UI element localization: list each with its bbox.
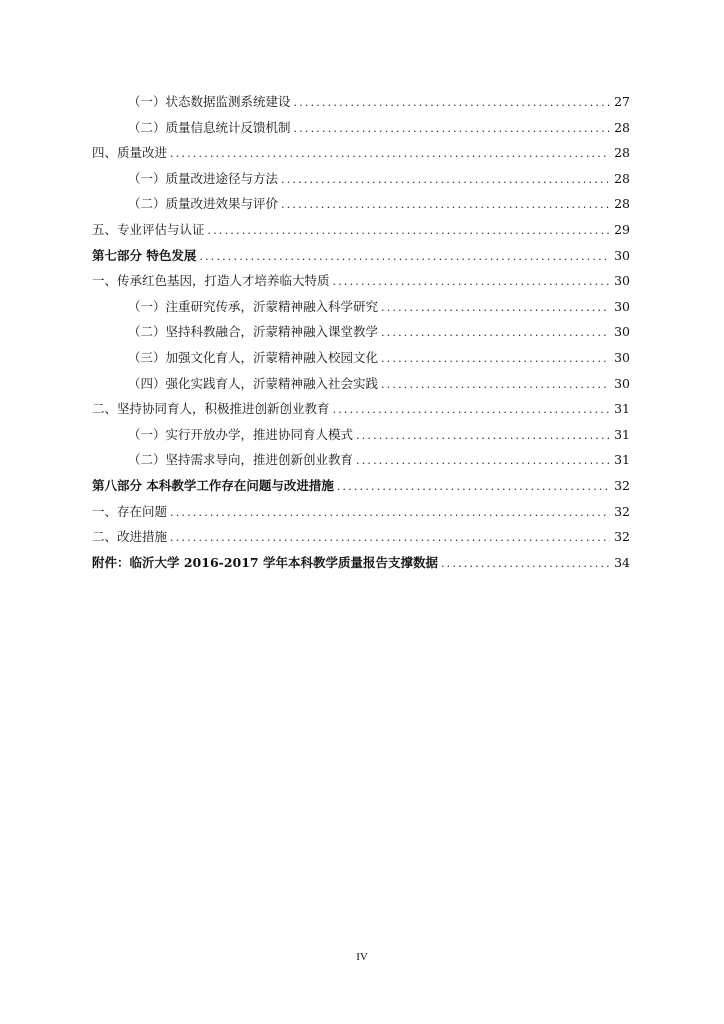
toc-entry-page: 30 [614, 247, 630, 263]
toc-entry-page: 31 [614, 401, 630, 417]
toc-entry-page: 31 [614, 426, 630, 442]
toc-entry-page: 27 [614, 94, 630, 109]
toc-entry[interactable] [92, 169, 630, 195]
toc-entry[interactable] [92, 143, 630, 169]
toc-entry-title: 一、传承红色基因，打造人才培养临大特质 [92, 273, 330, 289]
toc-leader-dots [294, 96, 610, 109]
toc-entry-title: 第八部分 本科教学工作存在问题与改进措施 [92, 477, 334, 493]
toc-entry-page: 32 [614, 477, 630, 493]
toc-entry-title: （三）加强文化育人，沂蒙精神融入校园文化 [128, 349, 379, 365]
toc-entry[interactable] [92, 322, 630, 348]
toc-entry[interactable] [92, 246, 630, 272]
toc-entry-page: 30 [614, 324, 630, 340]
toc-leader-dots [333, 275, 610, 288]
toc-leader-dots [281, 198, 610, 211]
table-of-contents [92, 92, 630, 578]
toc-entry-title: （一）注重研究传承，沂蒙精神融入科学研究 [128, 298, 379, 314]
toc-entry[interactable] [92, 425, 630, 451]
toc-entry-page: 30 [614, 375, 630, 391]
toc-leader-dots [170, 531, 610, 544]
toc-leader-dots [381, 301, 610, 314]
toc-leader-dots [208, 224, 610, 237]
toc-entry-page: 32 [614, 503, 630, 519]
toc-entry[interactable] [92, 297, 630, 323]
toc-entry[interactable] [92, 271, 630, 297]
toc-entry[interactable] [92, 348, 630, 374]
toc-entry-title: 二、改进措施 [92, 529, 168, 545]
toc-entry-title: （二）坚持需求导向，推进创新创业教育 [128, 452, 354, 468]
toc-entry-page: 30 [614, 298, 630, 314]
toc-entry[interactable] [92, 502, 630, 528]
toc-entry-title: 一、存在问题 [92, 503, 168, 519]
toc-entry-page: 34 [614, 554, 630, 570]
toc-entry-title: （一）状态数据监测系统建设 [128, 94, 291, 109]
toc-entry-page: 30 [614, 273, 630, 289]
toc-entry-title: 五、专业评估与认证 [92, 221, 205, 237]
toc-entry-title: （一）质量改进途径与方法 [128, 170, 279, 186]
toc-entry-page: 29 [614, 221, 630, 237]
toc-leader-dots [381, 352, 610, 365]
toc-leader-dots [170, 147, 610, 160]
toc-entry[interactable] [92, 92, 630, 118]
toc-entry[interactable] [92, 527, 630, 553]
toc-entry-title: （二）质量信息统计反馈机制 [128, 119, 291, 135]
toc-leader-dots [337, 480, 610, 493]
toc-entry-title: （二）坚持科教融合，沂蒙精神融入课堂教学 [128, 324, 379, 340]
toc-leader-dots [356, 454, 610, 467]
toc-entry-page: 31 [614, 452, 630, 468]
toc-entry-page: 28 [614, 119, 630, 135]
toc-entry[interactable] [92, 194, 630, 220]
toc-leader-dots [381, 326, 610, 339]
toc-entry-page: 28 [614, 170, 630, 186]
toc-entry-page: 28 [614, 196, 630, 212]
page-number: IV [356, 951, 368, 963]
toc-entry-title: （二）质量改进效果与评价 [128, 196, 279, 212]
toc-entry[interactable] [92, 220, 630, 246]
toc-entry[interactable] [92, 476, 630, 502]
toc-entry-title: 二、坚持协同育人，积极推进创新创业教育 [92, 401, 330, 417]
toc-leader-dots [281, 173, 610, 186]
toc-leader-dots [170, 506, 610, 519]
toc-entry[interactable] [92, 374, 630, 400]
toc-entry-page: 28 [614, 145, 630, 161]
toc-entry-title: （一）实行开放办学，推进协同育人模式 [128, 426, 354, 442]
toc-entry[interactable] [92, 553, 630, 579]
toc-leader-dots [356, 429, 610, 442]
toc-entry[interactable] [92, 399, 630, 425]
toc-entry-title: 四、质量改进 [92, 145, 168, 161]
toc-leader-dots [381, 378, 610, 391]
toc-leader-dots [333, 403, 610, 416]
toc-entry[interactable] [92, 450, 630, 476]
toc-entry-title: 附件：临沂大学 2016-2017 学年本科教学质量报告支撑数据 [92, 554, 438, 570]
toc-leader-dots [294, 122, 610, 135]
toc-entry[interactable] [92, 118, 630, 144]
toc-entry-page: 30 [614, 349, 630, 365]
toc-entry-title: （四）强化实践育人，沂蒙精神融入社会实践 [128, 375, 379, 391]
toc-entry-page: 32 [614, 529, 630, 545]
toc-entry-title: 第七部分 特色发展 [92, 247, 197, 263]
toc-leader-dots [199, 250, 610, 263]
toc-leader-dots [441, 557, 610, 570]
